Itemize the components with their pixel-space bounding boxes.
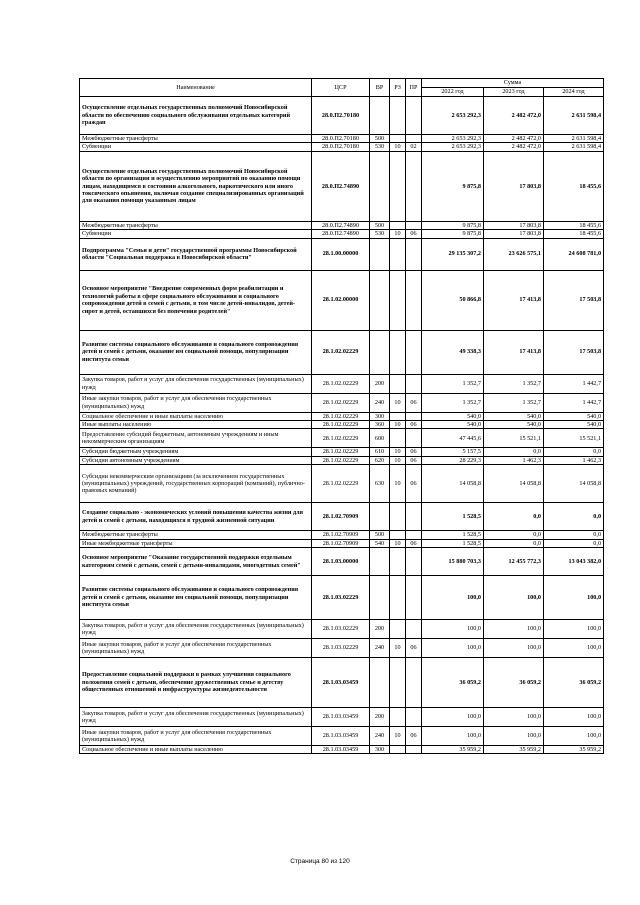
cell-sum-2024: 100,0 — [544, 576, 604, 620]
cell-name: Закупка товаров, работ и услуг для обеспечения государственных (муниципальных) нужд — [80, 620, 312, 639]
cell-sum-2024: 100,0 — [544, 727, 604, 746]
cell-name: Иные межбюджетные трансферты — [80, 539, 312, 547]
cell-sum-2024: 100,0 — [544, 708, 604, 727]
cell-sum-2022: 100,0 — [422, 639, 484, 658]
cell-rz: 10 — [390, 421, 406, 429]
table-row — [80, 539, 604, 547]
cell-vr: 600 — [370, 429, 390, 448]
cell-vr: 500 — [370, 531, 390, 539]
cell-sum-2023: 17 413,8 — [484, 330, 544, 374]
cell-sum-2024: 15 521,1 — [544, 429, 604, 448]
cell-sum-2023: 0,0 — [484, 503, 544, 531]
cell-csr: 28.1.02.00000 — [312, 270, 370, 330]
cell-sum-2023: 1 352,7 — [484, 374, 544, 393]
cell-sum-2024: 0,0 — [544, 503, 604, 531]
cell-csr: 28.1.02.02229 — [312, 374, 370, 393]
cell-vr: 540 — [370, 539, 390, 547]
cell-rz — [390, 135, 406, 143]
table-row — [80, 270, 604, 330]
cell-sum-2024: 540,0 — [544, 412, 604, 420]
cell-csr: 28.1.03.03459 — [312, 727, 370, 746]
cell-sum-2023: 100,0 — [484, 620, 544, 639]
cell-rz — [390, 97, 406, 135]
table-row — [80, 135, 604, 143]
cell-rz: 10 — [390, 539, 406, 547]
cell-name: Закупка товаров, работ и услуг для обеспечения государственных (муниципальных) нужд — [80, 374, 312, 393]
cell-vr: 240 — [370, 639, 390, 658]
cell-csr: 28.0.П2.74890 — [312, 230, 370, 238]
cell-pr: 06 — [406, 639, 422, 658]
cell-rz — [390, 746, 406, 754]
cell-csr: 28.0.П2.70180 — [312, 135, 370, 143]
cell-vr: 630 — [370, 465, 390, 503]
cell-vr: 610 — [370, 448, 390, 456]
cell-sum-2022: 5 157,5 — [422, 448, 484, 456]
cell-csr: 28.1.02.70909 — [312, 539, 370, 547]
cell-csr: 28.1.03.00000 — [312, 548, 370, 576]
header-year-2024: 2024 год — [544, 88, 604, 97]
table-row — [80, 531, 604, 539]
cell-pr — [406, 708, 422, 727]
cell-name: Развитие системы социального обслуживания и социального сопровождения детей и семей с детьми, оказание им социальной помощи, популяризации института семьи — [80, 576, 312, 620]
table-row — [80, 746, 604, 754]
cell-vr: 200 — [370, 374, 390, 393]
table-row — [80, 393, 604, 412]
cell-sum-2022: 1 528,5 — [422, 531, 484, 539]
cell-pr — [406, 238, 422, 270]
table-row — [80, 727, 604, 746]
cell-csr: 28.1.03.02229 — [312, 620, 370, 639]
cell-pr — [406, 412, 422, 420]
cell-vr: 500 — [370, 135, 390, 143]
cell-sum-2023: 17 803,8 — [484, 151, 544, 221]
cell-sum-2023: 0,0 — [484, 539, 544, 547]
header-name: Наименование — [80, 79, 312, 97]
cell-csr: 28.0.П2.70180 — [312, 97, 370, 135]
table-row — [80, 465, 604, 503]
cell-name: Развитие системы социального обслуживания и социального сопровождения детей и семей с детьми, оказание им социальной помощи, популяризации института семьи — [80, 330, 312, 374]
table-body — [80, 97, 604, 754]
cell-name: Субсидии бюджетным учреждениям — [80, 448, 312, 456]
cell-csr: 28.1.03.03459 — [312, 658, 370, 708]
cell-name: Иные закупки товаров, работ и услуг для обеспечения государственных (муниципальных) нужд — [80, 393, 312, 412]
cell-sum-2023: 2 482 472,0 — [484, 143, 544, 151]
cell-sum-2024: 14 058,8 — [544, 465, 604, 503]
cell-sum-2023: 540,0 — [484, 421, 544, 429]
cell-sum-2022: 49 338,3 — [422, 330, 484, 374]
cell-rz: 10 — [390, 448, 406, 456]
cell-rz — [390, 708, 406, 727]
cell-pr — [406, 658, 422, 708]
cell-sum-2022: 15 880 703,3 — [422, 548, 484, 576]
cell-sum-2024: 0,0 — [544, 531, 604, 539]
cell-csr: 28.1.02.70909 — [312, 531, 370, 539]
cell-sum-2023: 17 413,8 — [484, 270, 544, 330]
cell-csr: 28.1.02.02229 — [312, 465, 370, 503]
cell-sum-2022: 1 528,5 — [422, 503, 484, 531]
table-row — [80, 456, 604, 464]
cell-vr — [370, 270, 390, 330]
cell-vr — [370, 658, 390, 708]
cell-rz — [390, 412, 406, 420]
header-sum: Сумма — [422, 79, 604, 88]
cell-pr: 06 — [406, 727, 422, 746]
cell-sum-2023: 100,0 — [484, 708, 544, 727]
cell-sum-2023: 100,0 — [484, 639, 544, 658]
cell-vr: 500 — [370, 221, 390, 229]
cell-sum-2024: 2 631 598,4 — [544, 143, 604, 151]
cell-pr — [406, 270, 422, 330]
cell-pr — [406, 746, 422, 754]
cell-name: Иные закупки товаров, работ и услуг для обеспечения государственных (муниципальных) нужд — [80, 639, 312, 658]
cell-rz: 10 — [390, 639, 406, 658]
cell-rz: 10 — [390, 727, 406, 746]
cell-name: Субсидии автономным учреждениям — [80, 456, 312, 464]
cell-sum-2022: 540,0 — [422, 412, 484, 420]
cell-sum-2023: 100,0 — [484, 727, 544, 746]
cell-name: Субсидии некоммерческим организациям (за исключением государственных (муниципальных) учреждений, государственных корпораций (компаний), публично-правовых компаний) — [80, 465, 312, 503]
cell-name: Межбюджетные трансферты — [80, 135, 312, 143]
cell-sum-2023: 35 959,2 — [484, 746, 544, 754]
table-row — [80, 238, 604, 270]
table-row — [80, 221, 604, 229]
table-header — [80, 79, 604, 97]
cell-csr: 28.1.02.02229 — [312, 448, 370, 456]
cell-rz — [390, 151, 406, 221]
cell-csr: 28.1.00.00000 — [312, 238, 370, 270]
cell-csr: 28.1.02.02229 — [312, 429, 370, 448]
table-row — [80, 143, 604, 151]
cell-pr — [406, 531, 422, 539]
cell-sum-2023: 100,0 — [484, 576, 544, 620]
cell-csr: 28.0.П2.74890 — [312, 151, 370, 221]
cell-sum-2022: 100,0 — [422, 727, 484, 746]
cell-pr — [406, 97, 422, 135]
cell-sum-2024: 18 455,6 — [544, 221, 604, 229]
cell-name: Социальное обеспечение и иные выплаты населению — [80, 412, 312, 420]
cell-vr — [370, 238, 390, 270]
cell-sum-2024: 2 631 598,4 — [544, 135, 604, 143]
table-row — [80, 230, 604, 238]
cell-sum-2023: 12 455 772,3 — [484, 548, 544, 576]
cell-name: Подпрограмма "Семья и дети" государственной программы Новосибирской области "Социальная поддержка в Новосибирской области" — [80, 238, 312, 270]
cell-sum-2022: 2 653 292,3 — [422, 143, 484, 151]
cell-sum-2024: 24 608 781,0 — [544, 238, 604, 270]
cell-sum-2023: 15 521,1 — [484, 429, 544, 448]
cell-sum-2023: 1 462,3 — [484, 456, 544, 464]
page-number: Страница 80 из 120 — [290, 858, 350, 865]
cell-name: Социальное обеспечение и иные выплаты населению — [80, 746, 312, 754]
cell-pr — [406, 503, 422, 531]
cell-rz — [390, 238, 406, 270]
cell-rz: 10 — [390, 456, 406, 464]
cell-sum-2022: 1 352,7 — [422, 374, 484, 393]
cell-rz — [390, 548, 406, 576]
cell-pr: 06 — [406, 448, 422, 456]
header-vr: ВР — [370, 79, 390, 97]
table-row — [80, 658, 604, 708]
cell-sum-2022: 2 653 292,3 — [422, 135, 484, 143]
cell-sum-2024: 100,0 — [544, 639, 604, 658]
cell-sum-2024: 540,0 — [544, 421, 604, 429]
cell-sum-2024: 100,0 — [544, 620, 604, 639]
cell-name: Предоставление социальной поддержки в рамках улучшения социального положения семей с детьми, обеспечение дружественных семье и детству общественных отношений и инфраструктуры жизнедеятельности — [80, 658, 312, 708]
cell-sum-2022: 14 058,8 — [422, 465, 484, 503]
cell-rz — [390, 270, 406, 330]
cell-sum-2024: 2 631 598,4 — [544, 97, 604, 135]
cell-pr — [406, 221, 422, 229]
cell-csr: 28.1.02.70909 — [312, 503, 370, 531]
cell-sum-2024: 0,0 — [544, 448, 604, 456]
cell-sum-2023: 1 352,7 — [484, 393, 544, 412]
cell-sum-2022: 9 875,8 — [422, 151, 484, 221]
table-row — [80, 620, 604, 639]
header-year-2022: 2022 год — [422, 88, 484, 97]
cell-sum-2023: 2 482 472,0 — [484, 135, 544, 143]
table-row — [80, 97, 604, 135]
cell-sum-2024: 18 455,6 — [544, 230, 604, 238]
table-row — [80, 503, 604, 531]
cell-sum-2022: 28 229,3 — [422, 456, 484, 464]
cell-name: Создание социально - экономических условий повышения качества жизни для детей и семей с детьми, находящихся в трудной жизненной ситуации — [80, 503, 312, 531]
cell-pr — [406, 374, 422, 393]
cell-pr — [406, 548, 422, 576]
cell-sum-2022: 100,0 — [422, 708, 484, 727]
cell-sum-2024: 17 503,8 — [544, 330, 604, 374]
cell-name: Осуществление отдельных государственных полномочий Новосибирской области по обеспечению социального обслуживания отдельных категорий граждан — [80, 97, 312, 135]
cell-vr — [370, 548, 390, 576]
cell-sum-2022: 9 875,8 — [422, 230, 484, 238]
cell-pr: 06 — [406, 230, 422, 238]
cell-rz — [390, 658, 406, 708]
cell-sum-2023: 540,0 — [484, 412, 544, 420]
table-row — [80, 374, 604, 393]
cell-vr — [370, 97, 390, 135]
cell-name: Основное мероприятие "Внедрение современных форм реабилитации и технологий работы в сфере социального обслуживания и социального сопровождения детей в семей с детьми, в том числе детей-инвалидов, детей-сирот и детей, оставшихся без попечения родителей" — [80, 270, 312, 330]
cell-pr: 06 — [406, 393, 422, 412]
cell-name: Основное мероприятие "Оказание государственной поддержки отдельным категориям семей с детьми, семей с детьми-инвалидами, многодетных семей" — [80, 548, 312, 576]
cell-name: Субвенции — [80, 230, 312, 238]
cell-vr: 530 — [370, 230, 390, 238]
cell-vr: 360 — [370, 421, 390, 429]
cell-vr: 200 — [370, 620, 390, 639]
table-row — [80, 708, 604, 727]
cell-pr — [406, 330, 422, 374]
table-row — [80, 429, 604, 448]
cell-rz — [390, 429, 406, 448]
cell-csr: 28.1.03.02229 — [312, 639, 370, 658]
cell-sum-2023: 36 059,2 — [484, 658, 544, 708]
cell-sum-2024: 1 462,3 — [544, 456, 604, 464]
cell-vr: 530 — [370, 143, 390, 151]
cell-vr: 620 — [370, 456, 390, 464]
cell-pr — [406, 576, 422, 620]
table-row — [80, 548, 604, 576]
cell-sum-2023: 14 058,8 — [484, 465, 544, 503]
cell-rz: 10 — [390, 393, 406, 412]
header-csr: ЦСР — [312, 79, 370, 97]
cell-sum-2022: 100,0 — [422, 576, 484, 620]
cell-name: Субвенции — [80, 143, 312, 151]
cell-sum-2022: 35 959,2 — [422, 746, 484, 754]
cell-sum-2023: 17 803,8 — [484, 230, 544, 238]
cell-pr — [406, 429, 422, 448]
cell-name: Предоставление субсидий бюджетным, автономным учреждениям и иным некоммерческим организациям — [80, 429, 312, 448]
cell-csr: 28.0.П2.74890 — [312, 221, 370, 229]
table-row — [80, 330, 604, 374]
cell-sum-2024: 17 503,8 — [544, 270, 604, 330]
cell-sum-2023: 0,0 — [484, 531, 544, 539]
cell-rz — [390, 576, 406, 620]
cell-csr: 28.1.02.02229 — [312, 393, 370, 412]
cell-csr: 28.1.02.02229 — [312, 421, 370, 429]
cell-sum-2024: 36 059,2 — [544, 658, 604, 708]
cell-name: Иные закупки товаров, работ и услуг для обеспечения государственных (муниципальных) нужд — [80, 727, 312, 746]
cell-csr: 28.1.03.02229 — [312, 576, 370, 620]
cell-vr: 200 — [370, 708, 390, 727]
header-rz: РЗ — [390, 79, 406, 97]
cell-vr: 300 — [370, 746, 390, 754]
cell-sum-2024: 35 959,2 — [544, 746, 604, 754]
cell-vr: 300 — [370, 412, 390, 420]
cell-sum-2022: 100,0 — [422, 620, 484, 639]
cell-sum-2022: 9 875,8 — [422, 221, 484, 229]
cell-rz — [390, 221, 406, 229]
table-row — [80, 151, 604, 221]
cell-rz — [390, 620, 406, 639]
cell-rz — [390, 503, 406, 531]
cell-vr — [370, 576, 390, 620]
cell-sum-2022: 2 653 292,3 — [422, 97, 484, 135]
cell-sum-2024: 18 455,6 — [544, 151, 604, 221]
cell-sum-2022: 1 528,5 — [422, 539, 484, 547]
budget-table — [79, 78, 604, 754]
cell-pr: 06 — [406, 456, 422, 464]
table-row — [80, 421, 604, 429]
cell-csr: 28.0.П2.70180 — [312, 143, 370, 151]
cell-vr: 240 — [370, 393, 390, 412]
cell-csr: 28.1.03.03459 — [312, 746, 370, 754]
cell-rz: 10 — [390, 143, 406, 151]
table-row — [80, 448, 604, 456]
cell-csr: 28.1.02.02229 — [312, 412, 370, 420]
cell-sum-2022: 47 445,6 — [422, 429, 484, 448]
table-row — [80, 639, 604, 658]
header-year-2023: 2023 год — [484, 88, 544, 97]
cell-rz — [390, 374, 406, 393]
table-row — [80, 576, 604, 620]
cell-pr: 06 — [406, 421, 422, 429]
cell-rz — [390, 531, 406, 539]
cell-sum-2023: 23 626 575,1 — [484, 238, 544, 270]
cell-pr: 06 — [406, 539, 422, 547]
cell-vr — [370, 330, 390, 374]
header-pr: ПР — [406, 79, 422, 97]
cell-csr: 28.1.02.02229 — [312, 330, 370, 374]
cell-sum-2023: 17 803,8 — [484, 221, 544, 229]
cell-name: Межбюджетные трансферты — [80, 221, 312, 229]
cell-name: Иные выплаты населению — [80, 421, 312, 429]
cell-name: Закупка товаров, работ и услуг для обеспечения государственных (муниципальных) нужд — [80, 708, 312, 727]
cell-sum-2023: 2 482 472,0 — [484, 97, 544, 135]
cell-sum-2024: 13 043 382,0 — [544, 548, 604, 576]
cell-vr: 240 — [370, 727, 390, 746]
cell-pr — [406, 151, 422, 221]
cell-sum-2022: 1 352,7 — [422, 393, 484, 412]
cell-sum-2024: 0,0 — [544, 539, 604, 547]
cell-sum-2022: 29 135 307,2 — [422, 238, 484, 270]
cell-sum-2024: 1 442,7 — [544, 374, 604, 393]
cell-name: Осуществление отдельных государственных полномочий Новосибирской области по организации и осуществлению мероприятий по оказанию помощи лицам, находящимся в состоянии алкогольного, наркотического или иного токсического опьянения, включая создание специализированных организаций для оказания помощи указанным лицам — [80, 151, 312, 221]
cell-pr — [406, 135, 422, 143]
table-row — [80, 412, 604, 420]
cell-sum-2023: 0,0 — [484, 448, 544, 456]
cell-vr — [370, 503, 390, 531]
cell-sum-2022: 36 059,2 — [422, 658, 484, 708]
cell-sum-2024: 1 442,7 — [544, 393, 604, 412]
cell-sum-2022: 540,0 — [422, 421, 484, 429]
cell-pr: 06 — [406, 465, 422, 503]
cell-rz: 10 — [390, 230, 406, 238]
cell-csr: 28.1.02.02229 — [312, 456, 370, 464]
cell-pr — [406, 620, 422, 639]
cell-name: Межбюджетные трансферты — [80, 531, 312, 539]
cell-vr — [370, 151, 390, 221]
cell-rz — [390, 330, 406, 374]
cell-pr: 02 — [406, 143, 422, 151]
cell-rz: 10 — [390, 465, 406, 503]
cell-sum-2022: 50 866,8 — [422, 270, 484, 330]
cell-csr: 28.1.03.03459 — [312, 708, 370, 727]
